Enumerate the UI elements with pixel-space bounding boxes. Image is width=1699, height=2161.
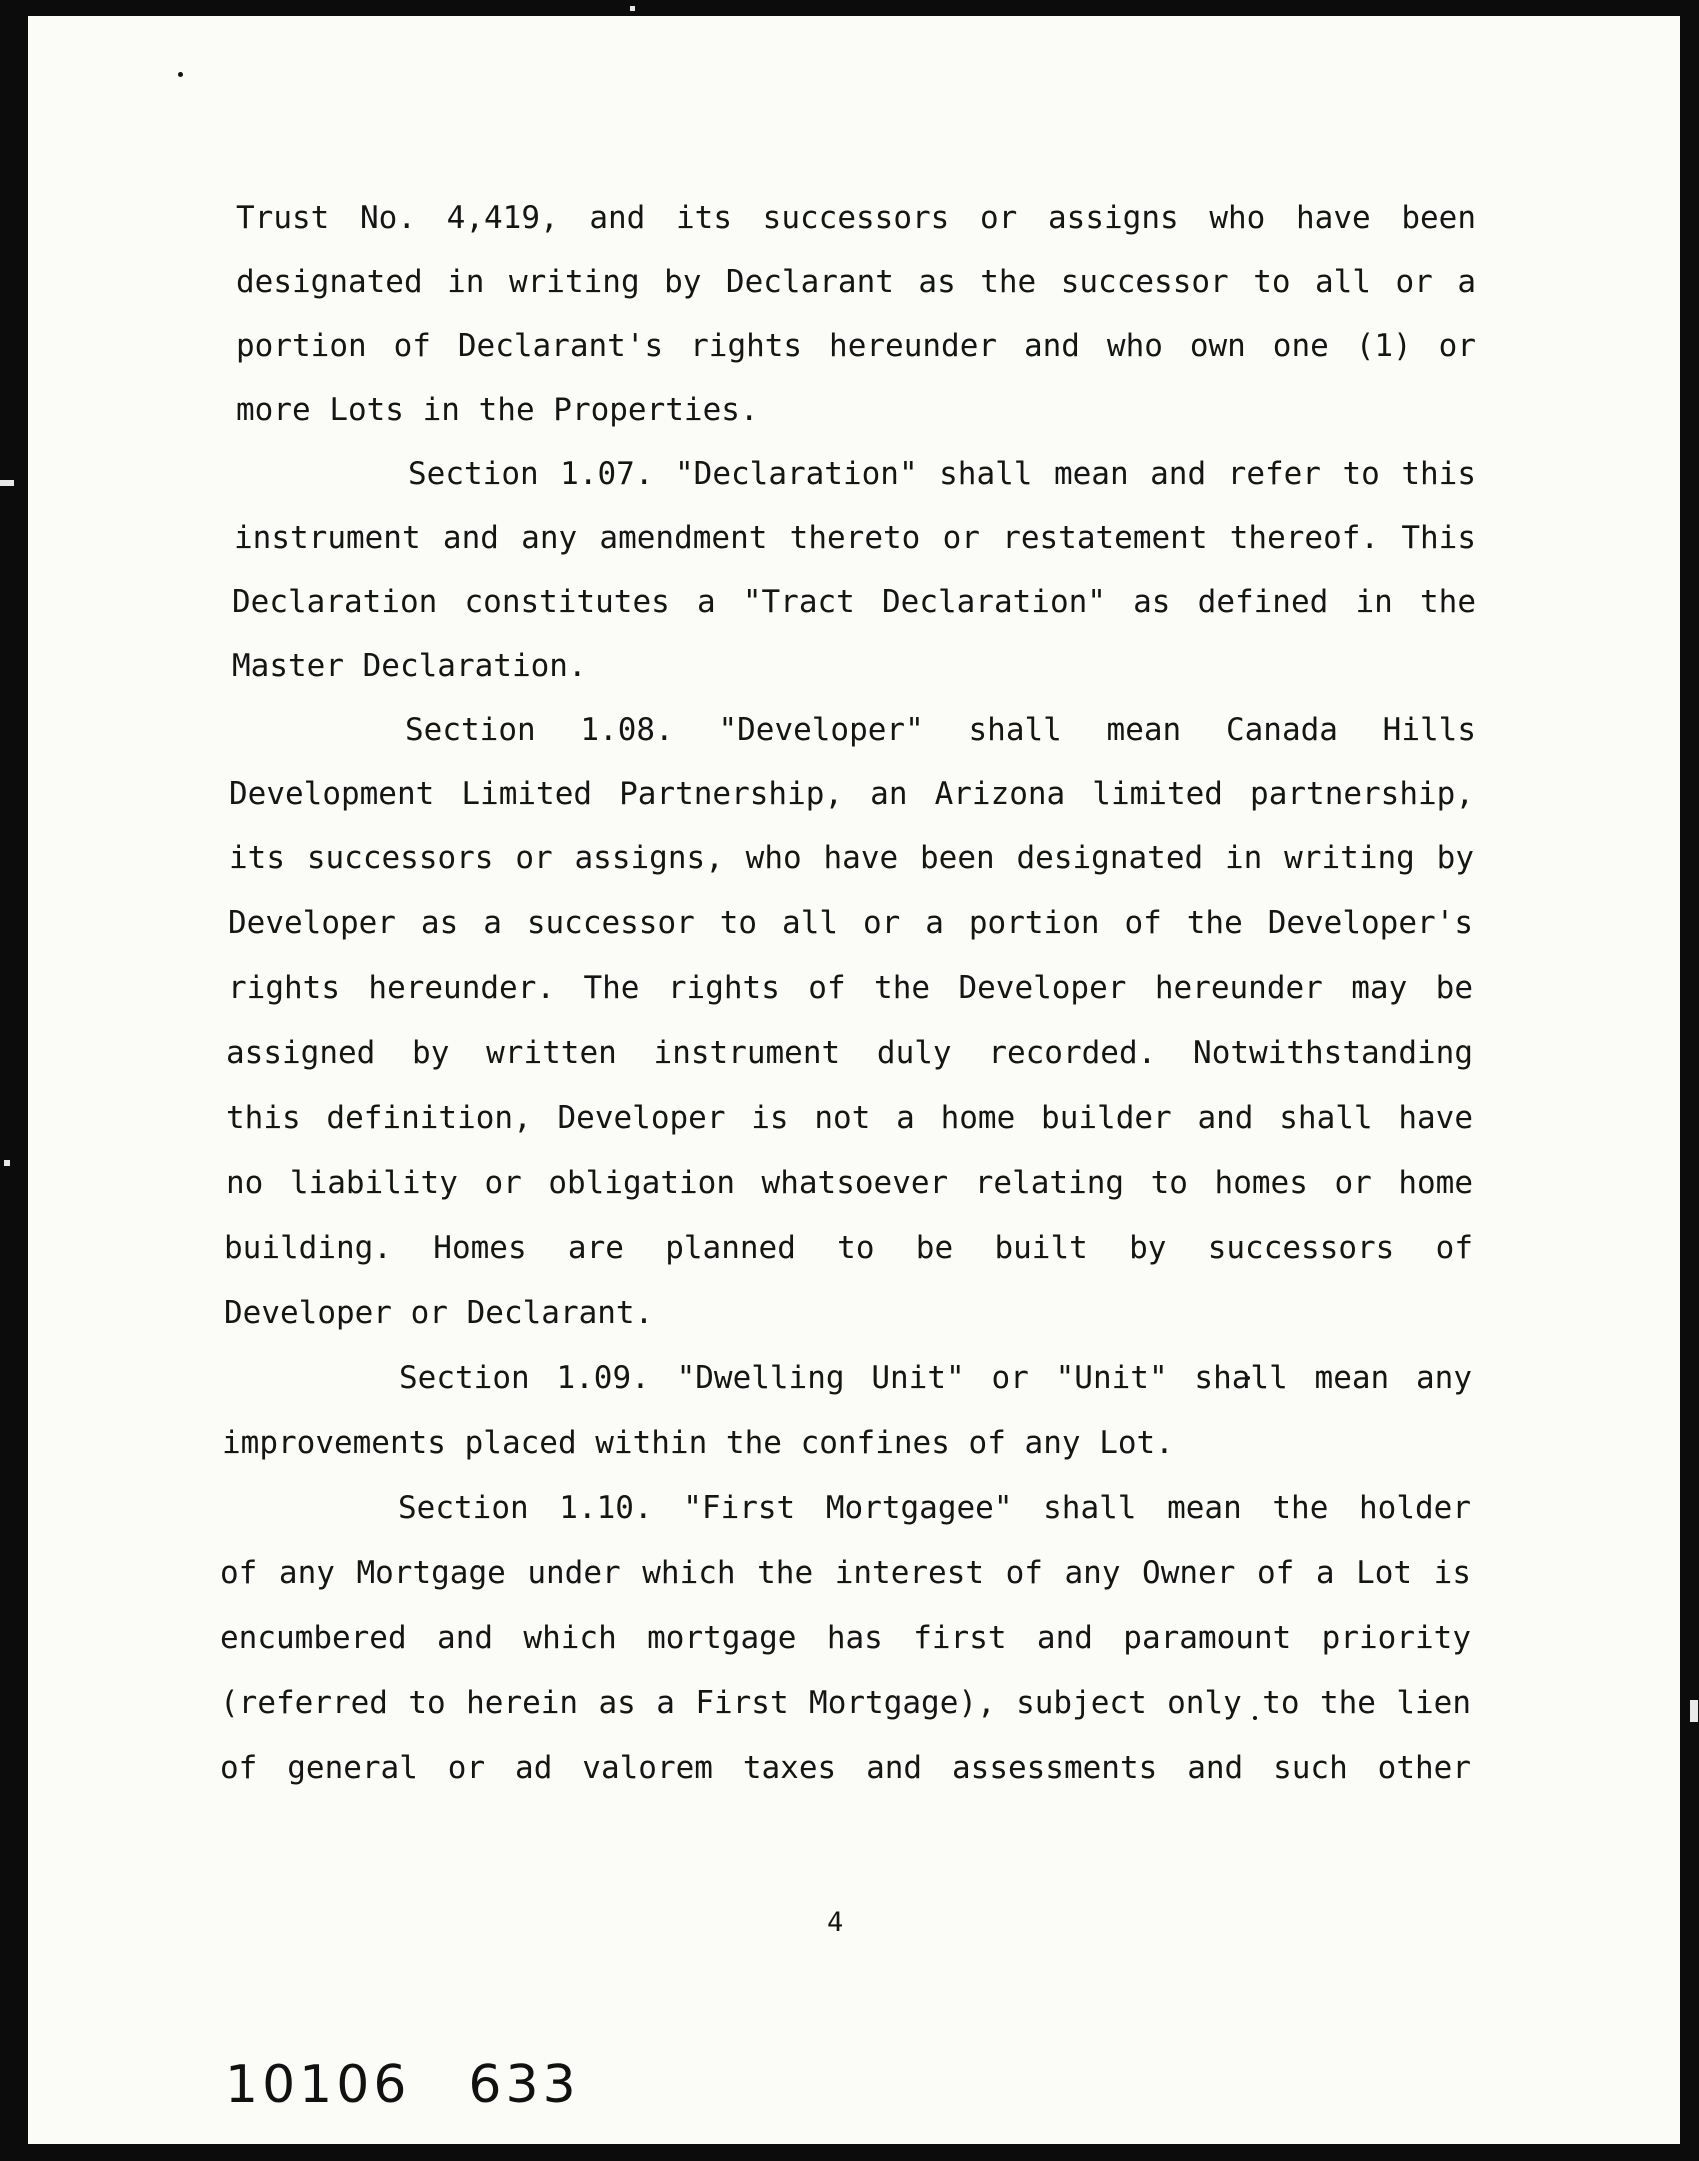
text-line: Developer as a successor to all or a portion of the Developer's [228, 905, 1473, 941]
section-heading-line: Section 1.09. "Dwelling Unit" or "Unit" shall mean any [399, 1360, 1472, 1396]
text-line: portion of Declarant's rights hereunder and who own one (1) or [236, 328, 1476, 364]
text-line: its successors or assigns, who have been designated in writing by [229, 840, 1474, 876]
text-line: more Lots in the Properties. [236, 392, 759, 428]
document-id-left: 10106 [225, 2055, 411, 2115]
page-number: 4 [827, 1907, 844, 1938]
section-heading-line: Section 1.10. "First Mortgagee" shall mean the holder [398, 1490, 1471, 1526]
text-line: encumbered and which mortgage has first and paramount priority [220, 1620, 1471, 1656]
section-heading-line: Section 1.07. "Declaration" shall mean and refer to this [408, 456, 1476, 492]
scan-edge-mark [4, 1160, 10, 1166]
text-line: building. Homes are planned to be built by successors of [224, 1230, 1473, 1266]
section-heading-line: Section 1.08. "Developer" shall mean Canada Hills [405, 712, 1476, 748]
text-line: of general or ad valorem taxes and assessments and such other [220, 1750, 1471, 1786]
text-line: designated in writing by Declarant as the successor to all or a [236, 264, 1476, 300]
document-id-stamp [225, 2055, 580, 2115]
text-line: improvements placed within the confines of any Lot. [222, 1425, 1174, 1461]
text-line: this definition, Developer is not a home builder and shall have [226, 1100, 1473, 1136]
text-line: Trust No. 4,419, and its successors or assigns who have been [236, 200, 1476, 236]
scan-edge-mark [630, 6, 635, 11]
text-line: Developer or Declarant. [224, 1295, 654, 1331]
text-line: no liability or obligation whatsoever relating to homes or home [226, 1165, 1473, 1201]
text-line: rights hereunder. The rights of the Developer hereunder may be [228, 970, 1473, 1006]
scan-edge-mark [1690, 1700, 1698, 1722]
text-line: of any Mortgage under which the interest of any Owner of a Lot is [220, 1555, 1471, 1591]
document-id-right: 633 [468, 2055, 580, 2115]
text-line: Master Declaration. [232, 648, 587, 684]
text-line: instrument and any amendment thereto or restatement thereof. This [234, 520, 1476, 556]
text-line: assigned by written instrument duly recorded. Notwithstanding [226, 1035, 1473, 1071]
scan-speck [178, 72, 183, 77]
text-line: Development Limited Partnership, an Arizona limited partnership, [229, 776, 1474, 812]
text-line: Declaration constitutes a "Tract Declaration" as defined in the [232, 584, 1476, 620]
scan-edge-mark [0, 480, 14, 486]
text-line: (referred to herein as a First Mortgage), subject only to the lien [220, 1685, 1471, 1721]
